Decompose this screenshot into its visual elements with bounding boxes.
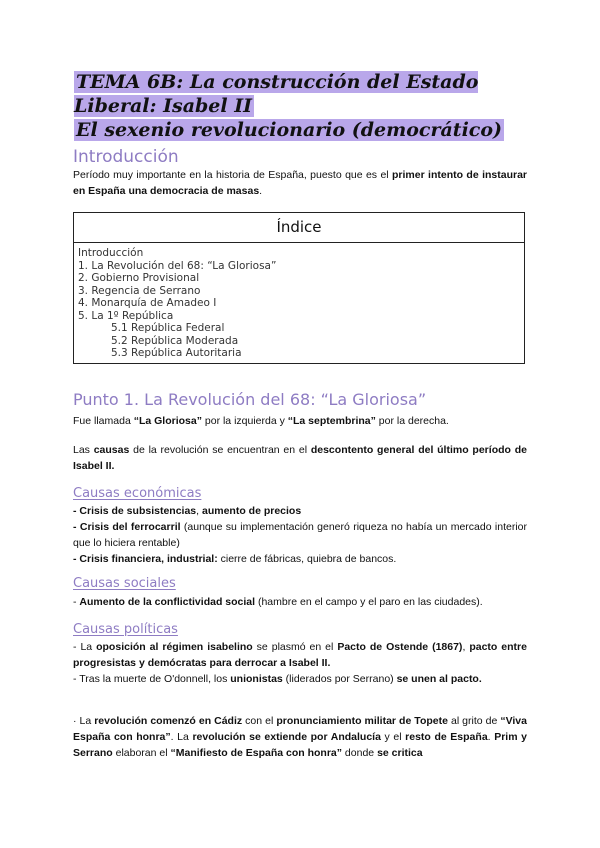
index-subitem: 5.2 República Moderada [111,334,239,347]
text-run-bold: unionistas [230,673,283,685]
index-subitem: 5.3 República Autoritaria [111,347,242,359]
text-run: y el [380,731,406,743]
title-line-1: TEMA 6B: La construcción del Estado Liberal: Isabel II [74,71,479,117]
text-run-bold: causas [93,444,130,456]
text-run-bold: pronunciamiento militar de Topete [276,715,448,727]
title-line-2: El sexenio revolucionario (democrático) [76,119,503,141]
text-run-bold: Aumento de la conflictividad social [79,596,256,608]
index-box [73,212,525,364]
index-item: 2. Gobierno Provisional [78,272,200,284]
text-run: Fue llamada [73,415,134,427]
punto1-causes-paragraph [73,442,527,474]
text-run: . La [170,731,193,743]
text-run: elaboran el [112,747,171,759]
text-run: (aunque su implementación generó riqueza no había un mercado interior que lo hiciera rentable) [73,521,528,549]
text-run: Período muy importante en la historia de España, puesto que es el [73,169,392,181]
text-run: . [487,731,495,743]
revolution-paragraph [73,713,527,761]
text-run: por la izquierda y [201,415,288,427]
text-run-bold: primer intento de instaurar en España una democracia de masas [73,169,527,197]
punto1-names-paragraph [73,413,527,429]
social-causes-heading: Causas sociales [73,576,176,591]
text-run: . [259,185,263,197]
text-run-bold: Pacto de Ostende (1867) [337,641,463,653]
text-run-bold: oposición al régimen isabelino [96,641,253,653]
index-subitem: 5.1 República Federal [111,322,225,334]
text-run-bold: se critica [377,747,423,759]
text-run: cierre de fábricas, quiebra de bancos. [217,553,397,565]
text-run: - [73,596,80,608]
index-item: 3. Regencia de Serrano [78,284,201,297]
political-causes-heading: Causas políticas [73,622,178,637]
text-run: se plasmó en el [252,641,338,653]
text-run-bold: se unen al pacto. [396,673,482,685]
text-run-bold: “Viva España con honra” [73,715,527,743]
text-run-bold: descontento general del último período de Isabel II. [73,444,527,472]
document-title [74,70,544,142]
intro-heading: Introducción [73,147,179,167]
text-run-bold: revolución se extiende por Andalucía [192,731,381,743]
intro-paragraph [73,167,527,199]
text-run-bold: resto de España [405,731,488,743]
text-run-bold: “La Gloriosa” [133,415,202,427]
list-item [73,503,527,519]
index-item: 1. La Revolución del 68: “La Gloriosa” [78,259,277,272]
text-run: , [196,505,202,517]
punto1-heading: Punto 1. La Revolución del 68: “La Gloriosa” [73,390,427,409]
text-run-bold: - Crisis financiera, industrial: [73,553,218,565]
index-list [74,243,524,360]
list-item [73,551,527,567]
text-run-bold: aumento de precios [201,505,302,517]
social-causes-list [73,594,527,610]
list-item [73,519,527,551]
text-run-bold: - Crisis de subsistencias [73,505,197,517]
text-run: donde [342,747,378,759]
text-run: Las [73,444,94,456]
index-heading: Índice [74,213,524,243]
text-run: - La [73,641,97,653]
text-run-bold: Prim y Serrano [73,731,527,759]
text-run-bold: pacto entre progresistas y demócratas para derrocar a Isabel II. [73,641,527,669]
text-run-bold: “Manifiesto de España con honra” [170,747,343,759]
text-run: , [462,641,470,653]
index-item: Introducción [78,247,144,259]
text-run-bold: “La septembrina” [287,415,376,427]
text-run: de la revolución se encuentran en el [129,444,311,456]
index-item: 4. Monarquía de Amadeo I [78,297,217,309]
list-item [73,594,527,610]
list-item [73,639,527,671]
text-run: (liderados por Serrano) [282,673,397,685]
economic-causes-list [73,503,527,567]
text-run-bold: revolución comenzó en Cádiz [94,715,243,727]
economic-causes-heading: Causas económicas [73,486,202,501]
political-causes-list [73,639,527,687]
text-run: - Tras la muerte de O'donnell, los [73,673,231,685]
index-item: 5. La 1º República [78,309,174,322]
text-run: (hambre en el campo y el paro en las ciudades). [255,596,483,608]
text-run: por la derecha. [375,415,449,427]
text-run: al grito de [447,715,501,727]
text-run: · La [73,715,95,727]
list-item [73,671,527,687]
text-run-bold: - Crisis del ferrocarril [73,521,181,533]
text-run: con el [242,715,277,727]
